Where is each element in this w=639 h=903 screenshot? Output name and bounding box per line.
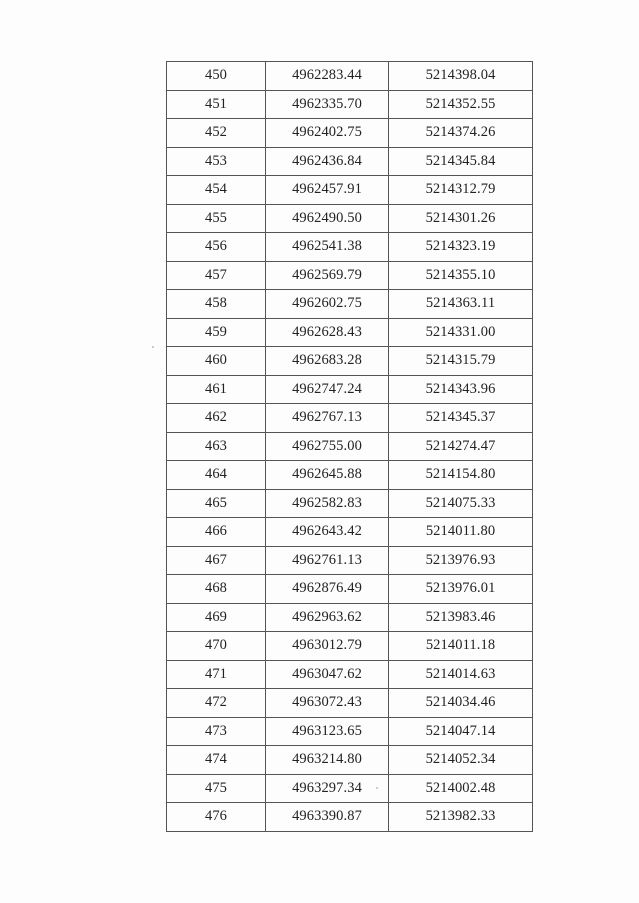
point-number-cell: 453 xyxy=(167,147,266,176)
table-row xyxy=(167,660,533,689)
table-row xyxy=(167,803,533,832)
coordinates-table-body xyxy=(167,62,533,832)
y-coordinate-cell: 5214002.48 xyxy=(389,774,533,803)
table-row xyxy=(167,432,533,461)
point-number-cell: 459 xyxy=(167,318,266,347)
y-coordinate-cell: 5214154.80 xyxy=(389,461,533,490)
x-coordinate-cell: 4963297.34 xyxy=(266,774,389,803)
table-row xyxy=(167,689,533,718)
x-coordinate-cell: 4962683.28 xyxy=(266,347,389,376)
x-coordinate-cell: 4963390.87 xyxy=(266,803,389,832)
table-row xyxy=(167,290,533,319)
y-coordinate-cell: 5213983.46 xyxy=(389,603,533,632)
table-row xyxy=(167,90,533,119)
x-coordinate-cell: 4962602.75 xyxy=(266,290,389,319)
point-number-cell: 464 xyxy=(167,461,266,490)
y-coordinate-cell: 5214315.79 xyxy=(389,347,533,376)
point-number-cell: 475 xyxy=(167,774,266,803)
x-coordinate-cell: 4962541.38 xyxy=(266,233,389,262)
y-coordinate-cell: 5214014.63 xyxy=(389,660,533,689)
scan-speck xyxy=(376,787,378,789)
point-number-cell: 463 xyxy=(167,432,266,461)
table-row xyxy=(167,746,533,775)
point-number-cell: 456 xyxy=(167,233,266,262)
x-coordinate-cell: 4962876.49 xyxy=(266,575,389,604)
point-number-cell: 460 xyxy=(167,347,266,376)
x-coordinate-cell: 4962335.70 xyxy=(266,90,389,119)
point-number-cell: 466 xyxy=(167,518,266,547)
point-number-cell: 450 xyxy=(167,62,266,91)
point-number-cell: 462 xyxy=(167,404,266,433)
point-number-cell: 457 xyxy=(167,261,266,290)
point-number-cell: 451 xyxy=(167,90,266,119)
table-row xyxy=(167,632,533,661)
x-coordinate-cell: 4962761.13 xyxy=(266,546,389,575)
point-number-cell: 474 xyxy=(167,746,266,775)
x-coordinate-cell: 4962582.83 xyxy=(266,489,389,518)
x-coordinate-cell: 4962457.91 xyxy=(266,176,389,205)
x-coordinate-cell: 4962755.00 xyxy=(266,432,389,461)
x-coordinate-cell: 4962767.13 xyxy=(266,404,389,433)
point-number-cell: 470 xyxy=(167,632,266,661)
y-coordinate-cell: 5214398.04 xyxy=(389,62,533,91)
y-coordinate-cell: 5214363.11 xyxy=(389,290,533,319)
point-number-cell: 473 xyxy=(167,717,266,746)
table-row xyxy=(167,119,533,148)
y-coordinate-cell: 5214011.80 xyxy=(389,518,533,547)
x-coordinate-cell: 4962747.24 xyxy=(266,375,389,404)
y-coordinate-cell: 5214301.26 xyxy=(389,204,533,233)
point-number-cell: 467 xyxy=(167,546,266,575)
point-number-cell: 458 xyxy=(167,290,266,319)
x-coordinate-cell: 4962645.88 xyxy=(266,461,389,490)
point-number-cell: 468 xyxy=(167,575,266,604)
y-coordinate-cell: 5214343.96 xyxy=(389,375,533,404)
coordinates-table xyxy=(166,61,533,832)
x-coordinate-cell: 4963072.43 xyxy=(266,689,389,718)
point-number-cell: 455 xyxy=(167,204,266,233)
y-coordinate-cell: 5214374.26 xyxy=(389,119,533,148)
point-number-cell: 476 xyxy=(167,803,266,832)
y-coordinate-cell: 5214052.34 xyxy=(389,746,533,775)
table-row xyxy=(167,603,533,632)
table-row xyxy=(167,717,533,746)
x-coordinate-cell: 4962436.84 xyxy=(266,147,389,176)
y-coordinate-cell: 5214345.84 xyxy=(389,147,533,176)
table-row xyxy=(167,546,533,575)
y-coordinate-cell: 5214323.19 xyxy=(389,233,533,262)
scan-speck xyxy=(152,346,154,348)
x-coordinate-cell: 4963047.62 xyxy=(266,660,389,689)
y-coordinate-cell: 5213976.01 xyxy=(389,575,533,604)
table-row xyxy=(167,489,533,518)
table-row xyxy=(167,575,533,604)
y-coordinate-cell: 5214034.46 xyxy=(389,689,533,718)
table-row xyxy=(167,318,533,347)
y-coordinate-cell: 5214352.55 xyxy=(389,90,533,119)
x-coordinate-cell: 4962628.43 xyxy=(266,318,389,347)
x-coordinate-cell: 4963123.65 xyxy=(266,717,389,746)
x-coordinate-cell: 4962490.50 xyxy=(266,204,389,233)
y-coordinate-cell: 5214047.14 xyxy=(389,717,533,746)
point-number-cell: 465 xyxy=(167,489,266,518)
y-coordinate-cell: 5213982.33 xyxy=(389,803,533,832)
point-number-cell: 452 xyxy=(167,119,266,148)
table-row xyxy=(167,62,533,91)
table-row xyxy=(167,347,533,376)
point-number-cell: 471 xyxy=(167,660,266,689)
x-coordinate-cell: 4963214.80 xyxy=(266,746,389,775)
table-row xyxy=(167,774,533,803)
table-row xyxy=(167,204,533,233)
table-row xyxy=(167,233,533,262)
x-coordinate-cell: 4963012.79 xyxy=(266,632,389,661)
y-coordinate-cell: 5214331.00 xyxy=(389,318,533,347)
point-number-cell: 472 xyxy=(167,689,266,718)
table-row xyxy=(167,518,533,547)
table-row xyxy=(167,261,533,290)
table-row xyxy=(167,147,533,176)
y-coordinate-cell: 5214312.79 xyxy=(389,176,533,205)
x-coordinate-cell: 4962569.79 xyxy=(266,261,389,290)
table-row xyxy=(167,375,533,404)
x-coordinate-cell: 4962643.42 xyxy=(266,518,389,547)
y-coordinate-cell: 5214274.47 xyxy=(389,432,533,461)
y-coordinate-cell: 5214355.10 xyxy=(389,261,533,290)
point-number-cell: 469 xyxy=(167,603,266,632)
point-number-cell: 454 xyxy=(167,176,266,205)
table-row xyxy=(167,461,533,490)
x-coordinate-cell: 4962283.44 xyxy=(266,62,389,91)
point-number-cell: 461 xyxy=(167,375,266,404)
x-coordinate-cell: 4962402.75 xyxy=(266,119,389,148)
x-coordinate-cell: 4962963.62 xyxy=(266,603,389,632)
table-row xyxy=(167,404,533,433)
y-coordinate-cell: 5213976.93 xyxy=(389,546,533,575)
table-row xyxy=(167,176,533,205)
y-coordinate-cell: 5214345.37 xyxy=(389,404,533,433)
y-coordinate-cell: 5214075.33 xyxy=(389,489,533,518)
y-coordinate-cell: 5214011.18 xyxy=(389,632,533,661)
